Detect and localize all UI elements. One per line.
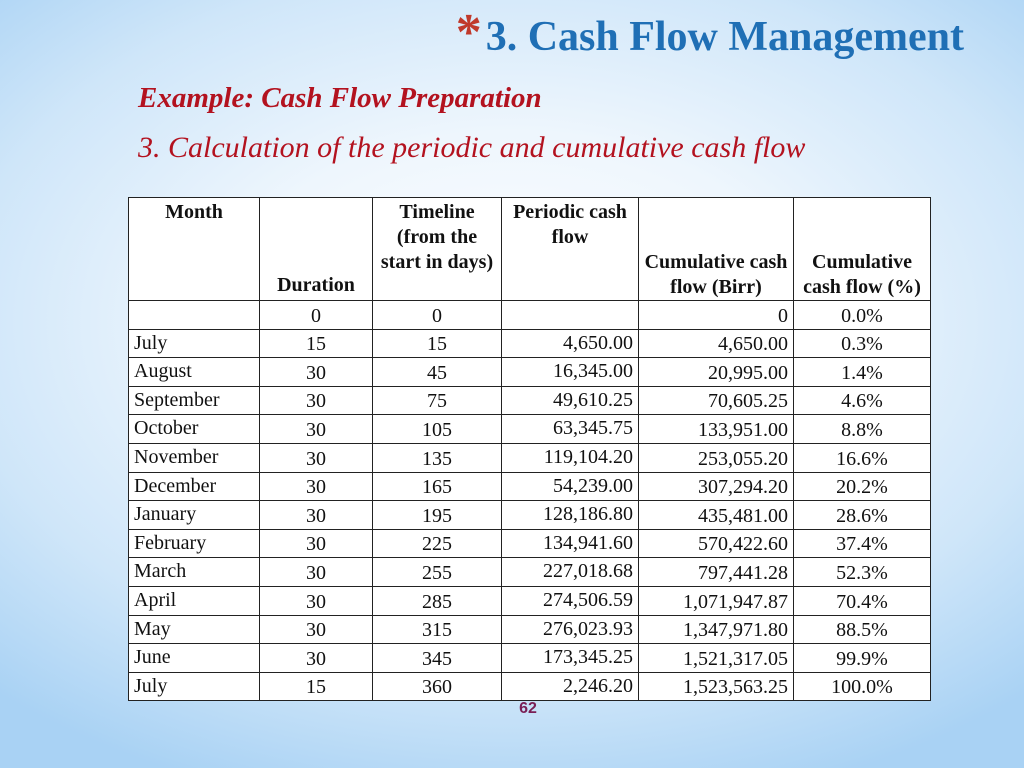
cell-cumulative-percent: 0.3% <box>794 329 931 358</box>
cell-periodic: 119,104.20 <box>502 443 639 472</box>
cell-timeline: 225 <box>373 529 502 558</box>
cell-timeline: 135 <box>373 443 502 472</box>
table-row <box>129 358 931 387</box>
header-duration: Duration <box>260 198 373 301</box>
table-row <box>129 415 931 444</box>
cell-duration: 30 <box>260 586 373 615</box>
cell-cumulative-birr: 4,650.00 <box>639 329 794 358</box>
cell-duration: 30 <box>260 644 373 673</box>
cell-periodic: 173,345.25 <box>502 644 639 673</box>
cell-duration: 30 <box>260 358 373 387</box>
cell-cumulative-percent: 37.4% <box>794 529 931 558</box>
cell-month: September <box>129 386 260 415</box>
table-row <box>129 615 931 644</box>
cell-periodic: 227,018.68 <box>502 558 639 587</box>
cell-duration: 30 <box>260 386 373 415</box>
cell-cumulative-percent: 52.3% <box>794 558 931 587</box>
cell-month: July <box>129 672 260 701</box>
header-timeline: Timeline (from the start in days) <box>373 198 502 301</box>
slide-heading: 3. Calculation of the periodic and cumulative cash flow <box>138 131 806 164</box>
cell-duration: 30 <box>260 501 373 530</box>
cell-timeline: 45 <box>373 358 502 387</box>
cell-timeline: 360 <box>373 672 502 701</box>
cell-duration: 15 <box>260 329 373 358</box>
table-row <box>129 443 931 472</box>
cell-duration: 30 <box>260 615 373 644</box>
cell-cumulative-birr: 70,605.25 <box>639 386 794 415</box>
cell-cumulative-birr: 570,422.60 <box>639 529 794 558</box>
slide-title <box>455 4 964 66</box>
cell-cumulative-percent: 1.4% <box>794 358 931 387</box>
table-row <box>129 329 931 358</box>
table-row <box>129 586 931 615</box>
header-periodic-cash-flow: Periodic cash flow <box>502 198 639 301</box>
cell-month: March <box>129 558 260 587</box>
cell-periodic <box>502 301 639 330</box>
table-row <box>129 558 931 587</box>
cell-duration: 30 <box>260 529 373 558</box>
cell-cumulative-percent: 70.4% <box>794 586 931 615</box>
cell-periodic: 274,506.59 <box>502 586 639 615</box>
cell-month: December <box>129 472 260 501</box>
slide-subtitle: Example: Cash Flow Preparation <box>138 82 542 114</box>
cell-month <box>129 301 260 330</box>
page-title: 3. Cash Flow Management <box>485 14 964 60</box>
cell-cumulative-birr: 1,347,971.80 <box>639 615 794 644</box>
cell-duration: 30 <box>260 472 373 501</box>
cell-cumulative-birr: 253,055.20 <box>639 443 794 472</box>
table-row <box>129 501 931 530</box>
cell-cumulative-percent: 88.5% <box>794 615 931 644</box>
cell-cumulative-birr: 133,951.00 <box>639 415 794 444</box>
cell-periodic: 134,941.60 <box>502 529 639 558</box>
cell-timeline: 195 <box>373 501 502 530</box>
cell-cumulative-percent: 0.0% <box>794 301 931 330</box>
cell-timeline: 105 <box>373 415 502 444</box>
cell-cumulative-percent: 4.6% <box>794 386 931 415</box>
cell-month: June <box>129 644 260 673</box>
cell-periodic: 54,239.00 <box>502 472 639 501</box>
cell-timeline: 165 <box>373 472 502 501</box>
table-row <box>129 472 931 501</box>
cell-month: November <box>129 443 260 472</box>
cell-month: January <box>129 501 260 530</box>
cell-cumulative-birr: 1,523,563.25 <box>639 672 794 701</box>
cell-timeline: 315 <box>373 615 502 644</box>
header-cumulative-percent: Cumulative cash flow (%) <box>794 198 931 301</box>
cell-periodic: 16,345.00 <box>502 358 639 387</box>
cell-timeline: 75 <box>373 386 502 415</box>
table-header-row <box>129 198 931 301</box>
table-row <box>129 386 931 415</box>
cell-periodic: 4,650.00 <box>502 329 639 358</box>
cell-duration: 15 <box>260 672 373 701</box>
cell-timeline: 345 <box>373 644 502 673</box>
cell-periodic: 128,186.80 <box>502 501 639 530</box>
cell-month: April <box>129 586 260 615</box>
cell-cumulative-percent: 100.0% <box>794 672 931 701</box>
cell-cumulative-percent: 20.2% <box>794 472 931 501</box>
cell-timeline: 285 <box>373 586 502 615</box>
cell-duration: 0 <box>260 301 373 330</box>
cell-month: October <box>129 415 260 444</box>
cell-periodic: 2,246.20 <box>502 672 639 701</box>
cell-timeline: 0 <box>373 301 502 330</box>
cell-month: August <box>129 358 260 387</box>
cell-month: July <box>129 329 260 358</box>
cell-duration: 30 <box>260 415 373 444</box>
cell-periodic: 49,610.25 <box>502 386 639 415</box>
cell-cumulative-birr: 1,521,317.05 <box>639 644 794 673</box>
cell-cumulative-percent: 16.6% <box>794 443 931 472</box>
table-row <box>129 301 931 330</box>
cell-duration: 30 <box>260 558 373 587</box>
cell-cumulative-birr: 1,071,947.87 <box>639 586 794 615</box>
cell-cumulative-percent: 8.8% <box>794 415 931 444</box>
cell-periodic: 276,023.93 <box>502 615 639 644</box>
title-bullet: * <box>455 4 482 61</box>
table-row <box>129 672 931 701</box>
cell-cumulative-birr: 797,441.28 <box>639 558 794 587</box>
cell-month: February <box>129 529 260 558</box>
cell-cumulative-birr: 0 <box>639 301 794 330</box>
cell-timeline: 15 <box>373 329 502 358</box>
header-cumulative-birr: Cumulative cash flow (Birr) <box>639 198 794 301</box>
header-month: Month <box>129 198 260 301</box>
cell-periodic: 63,345.75 <box>502 415 639 444</box>
cell-cumulative-birr: 307,294.20 <box>639 472 794 501</box>
cash-flow-table <box>128 197 931 701</box>
cell-cumulative-percent: 28.6% <box>794 501 931 530</box>
cell-timeline: 255 <box>373 558 502 587</box>
cell-duration: 30 <box>260 443 373 472</box>
table-row <box>129 529 931 558</box>
cell-cumulative-birr: 435,481.00 <box>639 501 794 530</box>
cell-cumulative-birr: 20,995.00 <box>639 358 794 387</box>
page-number: 62 <box>519 700 537 717</box>
cell-cumulative-percent: 99.9% <box>794 644 931 673</box>
cell-month: May <box>129 615 260 644</box>
table-row <box>129 644 931 673</box>
